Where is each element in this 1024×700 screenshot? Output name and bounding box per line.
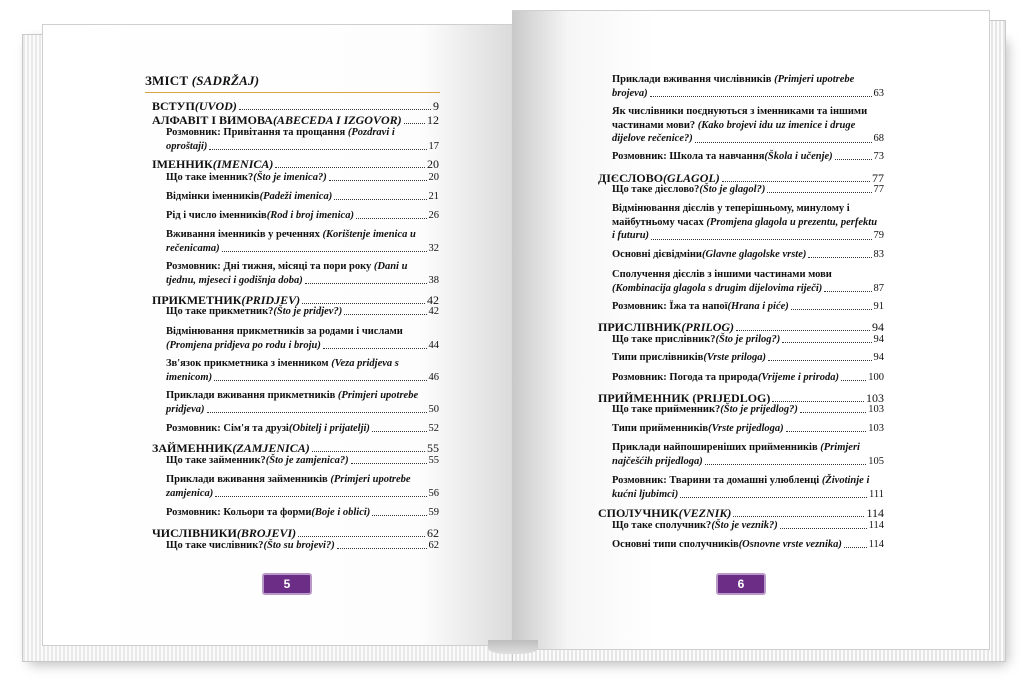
entry-title: Вживання іменників у реченнях — [166, 229, 323, 240]
toc-title-translation: (SADRŽAJ) — [191, 73, 260, 88]
entry-line — [612, 87, 884, 101]
page-ref: 20 — [427, 157, 439, 171]
right-toc-entry[interactable] — [612, 403, 884, 416]
entry-title: ПРИЙМЕННИК (PRIJEDLOG) — [598, 391, 771, 405]
page-ref: 55 — [428, 455, 439, 466]
entry-title: ЧИСЛІВНИКИ — [152, 526, 237, 540]
toc-title-text: ЗМІСТ — [145, 73, 189, 88]
entry-translation: (Što je glagol?) — [699, 184, 766, 195]
entry-translation: (Rod i broj imenica) — [266, 210, 354, 221]
entry-line — [166, 473, 439, 487]
entry-line — [612, 73, 884, 87]
entry-line — [166, 371, 439, 385]
right-toc-entry[interactable] — [612, 248, 884, 261]
dot-leader — [767, 192, 871, 193]
right-toc-entry[interactable] — [612, 150, 884, 163]
entry-translation: (Škola i učenje) — [764, 151, 833, 162]
dot-leader — [768, 360, 871, 361]
entry-title: Відмінювання дієслів у теперішньому, минулому і — [612, 203, 850, 214]
page-ref: 114 — [868, 520, 884, 531]
dot-leader — [222, 251, 427, 252]
entry-line — [612, 105, 884, 119]
dot-leader — [844, 547, 867, 548]
entry-translation: (Što je zamjenica?) — [265, 455, 349, 466]
dot-leader — [800, 412, 866, 413]
entry-line — [166, 339, 439, 353]
left-toc-entry[interactable] — [152, 99, 439, 113]
entry-title: Розмовник: Кольори та форми — [166, 507, 312, 518]
dot-leader — [695, 142, 872, 143]
page-ref: 94 — [872, 320, 884, 334]
dot-leader — [808, 257, 871, 258]
entry-translation: brojeva) — [612, 87, 648, 99]
page-ref: 103 — [868, 404, 884, 415]
dot-leader — [651, 239, 871, 240]
entry-line — [166, 357, 439, 371]
page-ref: 21 — [428, 191, 439, 202]
entry-translation: (Primjeri upotrebe — [774, 74, 855, 85]
dot-leader — [782, 342, 871, 343]
entry-line — [166, 260, 439, 274]
left-toc-entry[interactable] — [166, 171, 439, 184]
entry-line — [166, 242, 439, 256]
entry-title: майбутньому часах — [612, 216, 707, 228]
entry-translation: (PRIDJEV) — [241, 293, 301, 307]
entry-translation: (Promjena glagola u prezentu, perfektu — [706, 216, 878, 228]
page-ref: 55 — [427, 441, 439, 455]
entry-line — [612, 132, 884, 146]
page-number-left: 5 — [262, 573, 312, 595]
left-toc-entry[interactable] — [166, 473, 439, 500]
dot-leader — [207, 412, 427, 413]
left-toc-entry[interactable] — [166, 539, 439, 552]
right-toc-entry[interactable] — [612, 371, 884, 384]
page-ref: 59 — [428, 507, 439, 518]
page-ref: 77 — [873, 184, 884, 195]
entry-title: СПОЛУЧНИК — [598, 506, 679, 520]
right-toc-entry[interactable] — [612, 73, 884, 100]
right-toc-entry[interactable] — [612, 268, 884, 295]
toc-title — [145, 73, 259, 89]
dot-leader — [650, 96, 872, 97]
left-toc-entry[interactable] — [166, 325, 439, 352]
entry-translation: (Pozdravi i — [347, 127, 395, 138]
entry-translation: kućni ljubimci) — [612, 488, 679, 500]
entry-translation: (Kako brojevi idu uz imenice i druge — [697, 119, 856, 131]
dot-leader — [680, 497, 867, 498]
entry-translation: (Padeži imenica) — [259, 191, 333, 202]
entry-line — [166, 389, 439, 403]
left-toc-entry[interactable] — [166, 228, 439, 255]
left-toc-entry[interactable] — [166, 506, 439, 519]
entry-translation: (Vrste prijedloga) — [708, 423, 784, 434]
right-toc-entry[interactable] — [612, 183, 884, 196]
page-ref: 111 — [869, 488, 884, 500]
page-ref: 79 — [873, 230, 884, 241]
dot-leader — [239, 109, 431, 110]
entry-title: Що таке займенник? — [166, 455, 266, 466]
entry-title: Що таке дієслово? — [612, 184, 700, 195]
entry-translation: (Vrste priloga) — [703, 352, 767, 363]
entry-translation: (Što je prijedlog?) — [720, 404, 798, 415]
page-ref: 12 — [427, 113, 439, 127]
entry-translation: (Kombinacija glagola s drugim dijelovima riječi) — [612, 282, 823, 294]
page-ref: 63 — [873, 87, 884, 99]
entry-line — [612, 202, 884, 216]
dot-leader — [214, 380, 426, 381]
page-ref: 103 — [868, 423, 884, 434]
entry-title: Розмовник: Тварини та домашні улюбленці — [612, 475, 822, 486]
dot-leader — [302, 303, 425, 304]
entry-title: Що таке іменник? — [166, 172, 254, 183]
entry-title: Розмовник: Привітання та прощання — [166, 127, 348, 138]
entry-line — [612, 488, 884, 502]
dot-leader — [329, 180, 427, 181]
entry-title: Відмінювання прикметників за родами і числами — [166, 326, 403, 337]
entry-title: ПРИКМЕТНИК — [152, 293, 242, 307]
entry-title: Розмовник: Їжа та напої — [612, 301, 728, 312]
entry-translation: (Što su brojevi?) — [263, 540, 335, 551]
entry-translation: tjednu, mjeseci i godišnja doba) — [166, 274, 303, 286]
dot-leader — [786, 431, 867, 432]
entry-translation: (Što je pridjev?) — [273, 306, 343, 317]
page-ref: 114 — [868, 539, 884, 550]
entry-translation: (VEZNIK) — [678, 506, 732, 520]
dot-leader — [305, 283, 427, 284]
page-ref: 26 — [428, 210, 439, 221]
entry-translation: (Primjeri — [820, 442, 860, 453]
page-ref: 42 — [427, 293, 439, 307]
entry-translation: (Životinje i — [821, 475, 870, 486]
entry-title: Приклади вживання займенників — [166, 474, 331, 485]
dot-leader — [356, 218, 427, 219]
entry-title: Зв'язок прикметника з іменником — [166, 358, 332, 369]
page-ref: 73 — [873, 151, 884, 162]
page-ref: 100 — [868, 372, 884, 383]
dot-leader — [215, 496, 426, 497]
right-toc-entry[interactable] — [612, 474, 884, 501]
page-number-right: 6 — [716, 573, 766, 595]
entry-title: Що таке прислівник? — [612, 334, 716, 345]
entry-title: ПРИСЛІВНИК — [598, 320, 682, 334]
entry-title: Відмінки іменників — [166, 191, 260, 202]
page-ref: 52 — [428, 423, 439, 434]
entry-translation: (IMENICA) — [212, 157, 274, 171]
dot-leader — [323, 348, 427, 349]
page-ref: 94 — [873, 334, 884, 345]
entry-translation: (Vrijeme i priroda) — [757, 372, 840, 383]
entry-translation: (Promjena pridjeva po rodu i broju) — [166, 339, 321, 351]
entry-title: Типи прислівників — [612, 352, 704, 363]
entry-title: Що таке числівник? — [166, 540, 264, 551]
dot-leader — [780, 528, 867, 529]
entry-translation: (BROJEVI) — [236, 526, 297, 540]
entry-translation: i futuru) — [612, 230, 650, 241]
entry-translation: (Boje i oblici) — [311, 507, 371, 518]
entry-line — [166, 126, 439, 140]
toc-title-rule — [145, 92, 440, 93]
dot-leader — [733, 516, 864, 517]
page-ref: 103 — [866, 391, 884, 405]
page-ref: 68 — [873, 133, 884, 144]
page-ref: 77 — [872, 171, 884, 185]
left-toc-entry[interactable] — [166, 209, 439, 222]
page-ref: 83 — [873, 249, 884, 260]
left-toc-entry[interactable] — [166, 357, 439, 384]
dot-leader — [275, 167, 425, 168]
dot-leader — [404, 123, 425, 124]
entry-translation: (Hrana i piće) — [727, 301, 789, 312]
page-ref: 38 — [428, 274, 439, 286]
book-spine — [488, 640, 538, 654]
entry-title: ВСТУП — [152, 99, 195, 113]
entry-line — [166, 487, 439, 501]
right-toc-entry[interactable] — [612, 538, 884, 551]
page-ref: 91 — [873, 301, 884, 312]
dot-leader — [337, 548, 427, 549]
page-ref: 42 — [428, 306, 439, 317]
left-toc-entry[interactable] — [152, 157, 439, 171]
entry-translation: zamjenica) — [166, 487, 214, 499]
entry-translation: najčešćih prijedloga) — [612, 455, 703, 467]
entry-title: АЛФАВІТ І ВИМОВА — [152, 113, 273, 127]
entry-line — [612, 455, 884, 469]
entry-title: Приклади вживання прикметників — [166, 390, 338, 401]
page-ref: 62 — [428, 540, 439, 551]
page-ref: 94 — [873, 352, 884, 363]
entry-translation: (Veza pridjeva s — [331, 358, 399, 369]
page-ref: 105 — [868, 455, 884, 467]
entry-translation: (Što je imenica?) — [253, 172, 327, 183]
right-toc-entry[interactable] — [612, 519, 884, 532]
dot-leader — [772, 401, 864, 402]
page-ref: 114 — [866, 506, 884, 520]
entry-title: Типи прийменників — [612, 423, 709, 434]
entry-line — [612, 474, 884, 488]
entry-translation: (ZAMJENICA) — [232, 441, 310, 455]
entry-translation: dijelove rečenice?) — [612, 133, 693, 144]
dot-leader — [312, 451, 425, 452]
dot-leader — [372, 515, 426, 516]
entry-line — [166, 325, 439, 339]
page-ref: 50 — [428, 403, 439, 415]
dot-leader — [736, 330, 870, 331]
entry-line — [166, 403, 439, 417]
right-toc-entry[interactable] — [612, 202, 884, 243]
entry-title: ІМЕННИК — [152, 157, 213, 171]
dot-leader — [298, 536, 425, 537]
dot-leader — [824, 291, 871, 292]
entry-translation: (Primjeri upotrebe — [330, 474, 411, 485]
left-toc-entry[interactable] — [166, 126, 439, 153]
entry-title: Приклади вживання числівників — [612, 74, 775, 85]
right-toc-entry[interactable] — [612, 441, 884, 468]
entry-title: Приклади найпоширеніших прийменників — [612, 442, 821, 453]
entry-translation: imenicom) — [166, 371, 213, 383]
dot-leader — [372, 431, 427, 432]
entry-title: Що таке прийменник? — [612, 404, 721, 415]
dot-leader — [791, 309, 872, 310]
entry-title: Що таке сполучник? — [612, 520, 712, 531]
page-ref: 44 — [428, 339, 439, 351]
left-toc-entry[interactable] — [166, 389, 439, 416]
dot-leader — [209, 149, 426, 150]
entry-translation: (UVOD) — [194, 99, 237, 113]
entry-title: ЗАЙМЕННИК — [152, 441, 233, 455]
page-ref: 9 — [433, 99, 439, 113]
entry-title: Розмовник: Погода та природа — [612, 372, 758, 383]
entry-line — [166, 228, 439, 242]
page-ref: 20 — [428, 172, 439, 183]
entry-line — [612, 282, 884, 296]
entry-translation: (Dani u — [373, 261, 408, 272]
right-toc-entry[interactable] — [598, 320, 884, 334]
entry-line — [612, 441, 884, 455]
page-ref: 32 — [428, 242, 439, 254]
right-toc-entry[interactable] — [612, 105, 884, 146]
dot-leader — [841, 380, 866, 381]
dot-leader — [351, 463, 427, 464]
right-toc-entry[interactable] — [612, 300, 884, 313]
dot-leader — [334, 199, 426, 200]
page-ref: 17 — [428, 140, 439, 152]
entry-title: Сполучення дієслів з іншими частинами мови — [612, 269, 832, 280]
entry-line — [612, 229, 884, 243]
entry-title: Розмовник: Сім'я та друзі — [166, 423, 289, 434]
entry-title: Рід і число іменників — [166, 210, 267, 221]
left-toc-entry[interactable] — [166, 454, 439, 467]
entry-translation: rečenicama) — [166, 242, 220, 254]
entry-title: Основні типи сполучників — [612, 539, 739, 550]
entry-translation: oproštaji) — [166, 140, 208, 152]
entry-line — [612, 216, 884, 230]
page-ref: 56 — [428, 487, 439, 499]
right-toc-entry[interactable] — [598, 506, 884, 520]
entry-translation: (ABECEDA I IZGOVOR) — [272, 113, 402, 127]
entry-title: частинами мови? — [612, 119, 698, 131]
left-toc-entry[interactable] — [152, 441, 439, 455]
entry-translation: (Što je veznik?) — [711, 520, 778, 531]
entry-line — [166, 274, 439, 288]
entry-title: Розмовник: Школа та навчання — [612, 151, 765, 162]
entry-translation: (Osnovne vrste veznika) — [738, 539, 842, 550]
entry-translation: (PRILOG) — [681, 320, 735, 334]
dot-leader — [835, 159, 872, 160]
page-ref: 46 — [428, 371, 439, 383]
left-toc-entry[interactable] — [166, 422, 439, 435]
dot-leader — [705, 464, 867, 465]
left-toc-entry[interactable] — [166, 305, 439, 318]
entry-title: Що таке прикметник? — [166, 306, 274, 317]
dot-leader — [344, 314, 426, 315]
entry-translation: (GLAGOL) — [663, 171, 720, 185]
entry-translation: pridjeva) — [166, 403, 205, 415]
page-ref: 62 — [427, 526, 439, 540]
entry-title: Розмовник: Дні тижня, місяці та пори року — [166, 261, 374, 272]
entry-translation: (Primjeri upotrebe — [337, 390, 419, 401]
entry-line — [612, 119, 884, 133]
entry-line — [612, 268, 884, 282]
entry-line — [166, 140, 439, 154]
left-toc-entry[interactable] — [166, 190, 439, 203]
right-toc-entry[interactable] — [612, 333, 884, 346]
right-toc-entry[interactable] — [612, 422, 884, 435]
entry-translation: (Glavne glagolske vrste) — [701, 249, 807, 260]
entry-title: Як числівники поєднуються з іменниками та іншими — [612, 106, 868, 117]
dot-leader — [722, 181, 870, 182]
entry-title: ДІЄСЛОВО — [598, 171, 664, 185]
entry-translation: (Korištenje imenica u — [322, 229, 416, 240]
entry-translation: (Što je prilog?) — [715, 334, 781, 345]
left-toc-entry[interactable] — [152, 113, 439, 127]
left-toc-entry[interactable] — [166, 260, 439, 287]
entry-translation: (Obitelj i prijatelji) — [288, 423, 370, 434]
left-toc-entry[interactable] — [152, 526, 439, 540]
page-ref: 87 — [873, 282, 884, 294]
entry-title: Основні дієвідміни — [612, 249, 702, 260]
right-toc-entry[interactable] — [612, 351, 884, 364]
